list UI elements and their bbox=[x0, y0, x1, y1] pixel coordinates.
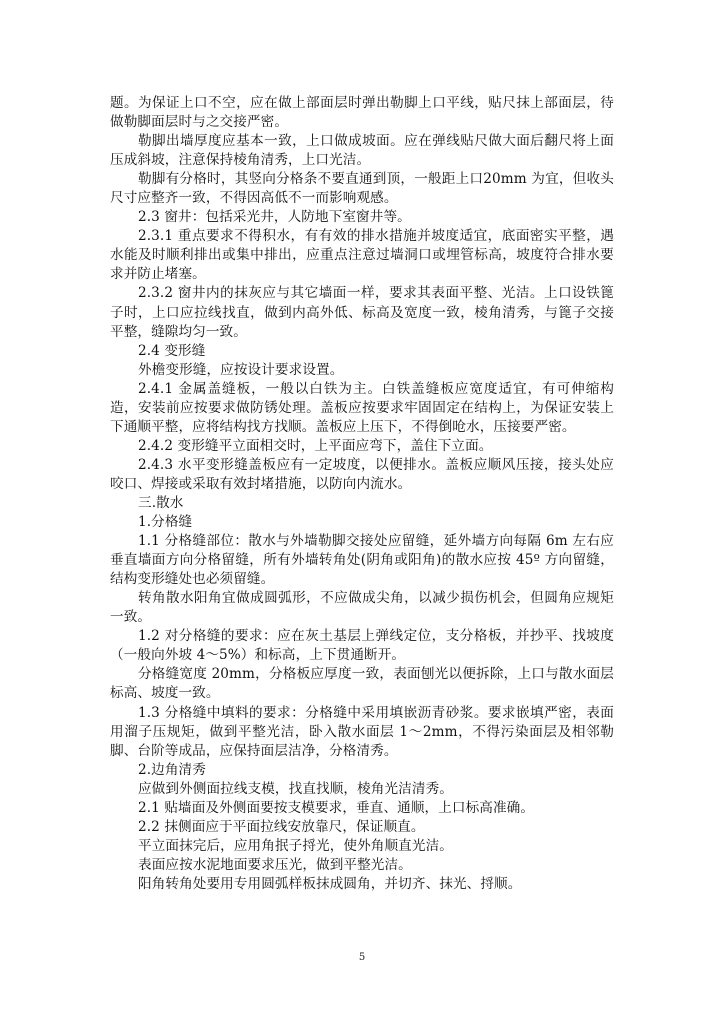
body-paragraph: 2.4.1 金属盖缝板，一般以白铁为主。白铁盖缝板应宽度适宜，有可伸缩构造，安装前应按要求做防锈处理。盖板应按要求牢固固定在结构上，为保证安装上下通顺平整，应将结构找方找顺。盖板应上压下，不得倒呛水，压接要严密。 bbox=[110, 380, 614, 435]
section-heading: 1.分格缝 bbox=[138, 514, 193, 531]
section-heading: 2.3 窗井：包括采光井，人防地下室窗井等。 bbox=[138, 209, 411, 226]
body-paragraph: 2.4.3 水平变形缝盖板应有一定坡度，以便排水。盖板应顺风压接，接头处应咬口、焊接或采取有效封堵措施，以防向内流水。 bbox=[110, 456, 614, 492]
body-paragraph: 分格缝宽度 20mm，分格板应厚度一致，表面刨光以便拆除，上口与散水面层标高、坡度一致。 bbox=[110, 666, 614, 702]
body-paragraph: 表面应按水泥地面要求压光，做到平整光洁。 bbox=[138, 856, 412, 873]
section-heading: 2.边角清秀 bbox=[138, 761, 206, 778]
body-paragraph: 阳角转角处要用专用圆弧样板抹成圆角，并切齐、抹光、捋顺。 bbox=[138, 875, 522, 892]
body-paragraph: 勒脚出墙厚度应基本一致，上口做成坡面。应在弹线贴尺做大面后翻尺将上面压成斜坡，注意保持棱角清秀，上口光洁。 bbox=[110, 133, 614, 169]
body-paragraph: 应做到外侧面拉线支模，找直找顺，棱角光洁清秀。 bbox=[138, 780, 453, 797]
body-paragraph: 转角散水阳角宜做成圆弧形，不应做成尖角，以减少损伤机会，但圆角应规矩一致。 bbox=[110, 590, 614, 626]
body-paragraph: 2.3.1 重点要求不得积水，有有效的排水措施并坡度适宜，底面密实平整，遇水能及时顺利排出或集中排出，应重点注意过墙洞口或埋管标高，坡度符合排水要求并防止堵塞。 bbox=[110, 228, 614, 283]
body-paragraph: 2.4.2 变形缝平立面相交时，上平面应弯下，盖住下立面。 bbox=[138, 437, 493, 454]
body-paragraph: 题。为保证上口不空，应在做上部面层时弹出勒脚上口平线，贴尺抹上部面层，待做勒脚面层时与之交接严密。 bbox=[110, 95, 614, 131]
body-paragraph: 平立面抹完后，应用角抿子捋光，使外角顺直光洁。 bbox=[138, 837, 453, 854]
document-body bbox=[110, 94, 614, 894]
body-paragraph: 2.3.2 窗井内的抹灰应与其它墙面一样，要求其表面平整、光洁。上口设铁篦子时，上口应拉线找直，做到内高外低、标高及宽度一致，棱角清秀，与篦子交接平整，缝隙均匀一致。 bbox=[110, 285, 614, 340]
body-paragraph: 2.1 贴墙面及外侧面要按支模要求，垂直、通顺，上口标高准确。 bbox=[138, 799, 535, 816]
body-paragraph: 勒脚有分格时，其竖向分格条不要直通到顶，一般距上口20mm 为宜，但收头尺寸应整齐一致，不得因高低不一而影响观感。 bbox=[110, 171, 614, 207]
section-heading: 2.4 变形缝 bbox=[138, 342, 206, 359]
body-paragraph: 1.2 对分格缝的要求：应在灰土基层上弹线定位，支分格板，并抄平、找坡度（一般向外坡 4～5%）和标高，上下贯通断开。 bbox=[110, 628, 614, 664]
chapter-heading: 三.散水 bbox=[138, 494, 184, 511]
body-paragraph: 外檐变形缝，应按设计要求设置。 bbox=[138, 361, 344, 378]
body-paragraph: 1.1 分格缝部位：散水与外墙勒脚交接处应留缝，延外墙方向每隔 6m 左右应垂直墙面方向分格留缝，所有外墙转角处(阴角或阳角)的散水应按 45º 方向留缝，结构变形缝处也必须留缝。 bbox=[110, 533, 614, 588]
body-paragraph: 2.2 抹侧面应于平面拉线安放靠尺，保证顺直。 bbox=[138, 818, 425, 835]
page-number: 5 bbox=[358, 952, 366, 963]
body-paragraph: 1.3 分格缝中填料的要求：分格缝中采用填嵌沥青砂浆。要求嵌填严密，表面用溜子压规矩，做到平整光洁，卧入散水面层 1～2mm，不得污染面层及相邻勒脚、台阶等成品，应保持面层洁净，分格清秀。 bbox=[110, 704, 614, 759]
